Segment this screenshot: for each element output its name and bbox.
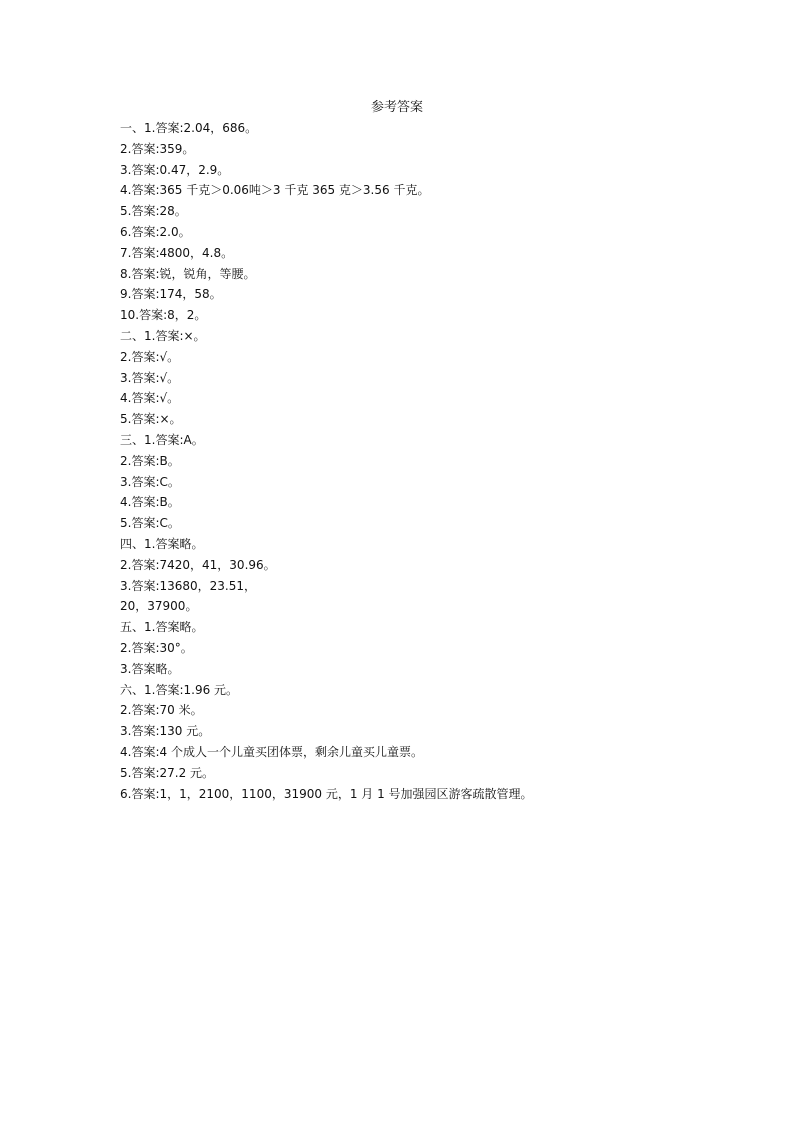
- answer-line: 8.答案:锐，锐角，等腰。: [120, 266, 256, 281]
- answer-line: 10.答案:8，2。: [120, 308, 207, 323]
- answer-line: 3.答案:13680，23.51，: [120, 578, 257, 593]
- answer-line: 2.答案:30°。: [120, 640, 193, 655]
- answer-line: 7.答案:4800，4.8。: [120, 245, 234, 260]
- answer-line: 6.答案:1，1，2100，1100，31900 元，1 月 1 号加强园区游客疏散管理。: [120, 786, 533, 801]
- page-title: [0, 99, 794, 117]
- answer-line: 5.答案:28。: [120, 204, 187, 219]
- answer-line: 2.答案:√。: [120, 349, 180, 364]
- answer-line: 3.答案:C。: [120, 474, 180, 489]
- answer-line: 5.答案:C。: [120, 516, 180, 531]
- answer-line: 3.答案:0.47，2.9。: [120, 162, 230, 177]
- answer-line: 4.答案:B。: [120, 495, 180, 510]
- answer-line: 2.答案:B。: [120, 453, 180, 468]
- answer-line: 六、1.答案:1.96 元。: [120, 682, 239, 697]
- answer-line: 20，37900。: [120, 599, 198, 614]
- answer-line: 2.答案:7420，41，30.96。: [120, 557, 276, 572]
- answer-line: 5.答案:27.2 元。: [120, 765, 215, 780]
- answer-line: 二、1.答案:×。: [120, 328, 206, 343]
- answer-line: 3.答案略。: [120, 661, 180, 676]
- answer-list: [120, 118, 720, 804]
- answer-line: 9.答案:174，58。: [120, 287, 222, 302]
- answer-line: 一、1.答案:2.04，686。: [120, 121, 258, 135]
- answer-line: 4.答案:4 个成人一个儿童买团体票，剩余儿童买儿童票。: [120, 744, 423, 759]
- page-title-text: 参考答案: [370, 100, 423, 115]
- answer-line: 2.答案:359。: [120, 141, 195, 156]
- answer-line: 3.答案:130 元。: [120, 724, 211, 739]
- answer-line: 四、1.答案略。: [120, 536, 204, 551]
- answer-line: 2.答案:70 米。: [120, 703, 203, 718]
- answer-line: 5.答案:×。: [120, 412, 182, 427]
- answer-line: 3.答案:√。: [120, 370, 180, 385]
- answer-line: 五、1.答案略。: [120, 620, 204, 635]
- answer-line: 4.答案:√。: [120, 391, 180, 406]
- answer-line: 三、1.答案:A。: [120, 432, 204, 447]
- answer-line: 6.答案:2.0。: [120, 224, 191, 239]
- answer-line: 4.答案:365 千克＞0.06吨＞3 千克 365 克＞3.56 千克。: [120, 183, 430, 198]
